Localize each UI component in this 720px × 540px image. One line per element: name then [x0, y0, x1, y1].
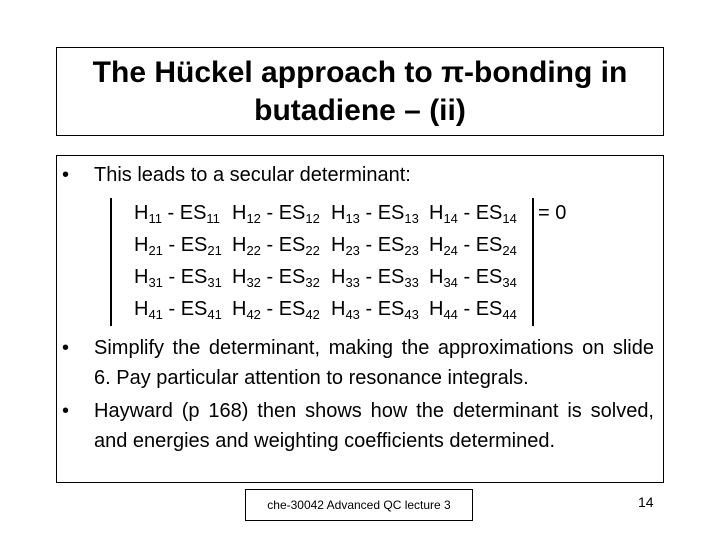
- h-symbol: H: [134, 266, 149, 288]
- h-symbol: H: [429, 234, 444, 256]
- h-subscript: 11: [148, 211, 162, 226]
- s-subscript: 41: [207, 307, 222, 322]
- s-subscript: 42: [305, 307, 320, 322]
- h-subscript: 12: [246, 211, 261, 226]
- determinant-cell: [232, 294, 320, 324]
- h-symbol: H: [429, 298, 444, 320]
- determinant-cell: [232, 198, 320, 228]
- h-subscript: 34: [443, 275, 458, 290]
- h-subscript: 24: [443, 243, 458, 258]
- bullet-text: Hayward (p 168) then shows how the determinant is solved, and energies and weighting coefficients determined.: [94, 400, 654, 452]
- h-subscript: 13: [345, 211, 360, 226]
- s-subscript: 13: [404, 211, 419, 226]
- s-symbol: - ES: [260, 202, 306, 224]
- bullet-dot: •: [62, 400, 70, 422]
- s-subscript: 32: [305, 275, 320, 290]
- bullet-text: Simplify the determinant, making the approximations on slide 6. Pay particular attention to resonance integrals.: [94, 337, 654, 389]
- title-line-2: butadiene – (ii): [254, 93, 466, 127]
- s-subscript: 34: [502, 275, 517, 290]
- h-subscript: 14: [443, 211, 458, 226]
- s-subscript: 44: [502, 307, 517, 322]
- bullet-text: This leads to a secular determinant:: [94, 164, 411, 186]
- h-subscript: 33: [345, 275, 360, 290]
- h-subscript: 43: [345, 307, 360, 322]
- h-symbol: H: [134, 298, 149, 320]
- s-symbol: - ES: [359, 266, 405, 288]
- h-symbol: H: [429, 202, 444, 224]
- s-subscript: 33: [404, 275, 419, 290]
- s-symbol: - ES: [260, 266, 306, 288]
- bullet-dot: •: [62, 337, 70, 359]
- slide-title: [56, 47, 664, 136]
- determinant-cell: [134, 230, 222, 260]
- determinant-cell: [331, 198, 419, 228]
- s-symbol: - ES: [162, 234, 208, 256]
- h-symbol: H: [232, 202, 247, 224]
- page-number: 14: [638, 494, 654, 510]
- s-subscript: 12: [305, 211, 320, 226]
- determinant-cell: [429, 198, 517, 228]
- s-symbol: - ES: [457, 298, 503, 320]
- h-subscript: 21: [148, 243, 163, 258]
- h-symbol: H: [429, 266, 444, 288]
- h-symbol: H: [331, 234, 346, 256]
- s-symbol: - ES: [260, 298, 306, 320]
- s-subscript: 11: [206, 211, 220, 226]
- s-subscript: 22: [305, 243, 320, 258]
- h-symbol: H: [331, 266, 346, 288]
- h-subscript: 44: [443, 307, 458, 322]
- h-subscript: 32: [246, 275, 261, 290]
- h-symbol: H: [134, 234, 149, 256]
- s-subscript: 23: [404, 243, 419, 258]
- title-line-1: The Hückel approach to π-bonding in: [92, 55, 628, 89]
- determinant-cell: [429, 230, 517, 260]
- s-symbol: - ES: [161, 202, 207, 224]
- s-subscript: 21: [207, 243, 222, 258]
- s-symbol: - ES: [359, 298, 405, 320]
- determinant-equals: = 0: [538, 202, 567, 224]
- determinant-cell: [232, 262, 320, 292]
- h-symbol: H: [134, 202, 149, 224]
- s-subscript: 31: [207, 275, 222, 290]
- s-symbol: - ES: [162, 298, 208, 320]
- s-subscript: 24: [502, 243, 517, 258]
- determinant-cell: [134, 262, 222, 292]
- s-subscript: 14: [502, 211, 517, 226]
- h-subscript: 23: [345, 243, 360, 258]
- determinant-cell: [331, 230, 419, 260]
- s-symbol: - ES: [457, 202, 503, 224]
- bullet-dot: •: [62, 164, 70, 186]
- s-symbol: - ES: [359, 202, 405, 224]
- secular-determinant: [110, 198, 534, 326]
- s-symbol: - ES: [359, 234, 405, 256]
- determinant-cell: [232, 230, 320, 260]
- h-symbol: H: [331, 298, 346, 320]
- determinant-cell: [429, 294, 517, 324]
- s-subscript: 43: [404, 307, 419, 322]
- determinant-cell: [331, 294, 419, 324]
- s-symbol: - ES: [457, 234, 503, 256]
- s-symbol: - ES: [162, 266, 208, 288]
- h-subscript: 41: [148, 307, 163, 322]
- footer-label: che-30042 Advanced QC lecture 3: [245, 489, 473, 521]
- h-symbol: H: [232, 266, 247, 288]
- h-symbol: H: [232, 234, 247, 256]
- h-subscript: 42: [246, 307, 261, 322]
- h-symbol: H: [232, 298, 247, 320]
- determinant-cell: [331, 262, 419, 292]
- s-symbol: - ES: [260, 234, 306, 256]
- determinant-cell: [134, 294, 222, 324]
- s-symbol: - ES: [457, 266, 503, 288]
- h-subscript: 31: [148, 275, 163, 290]
- determinant-cell: [134, 198, 220, 228]
- h-symbol: H: [331, 202, 346, 224]
- h-subscript: 22: [246, 243, 261, 258]
- determinant-cell: [429, 262, 517, 292]
